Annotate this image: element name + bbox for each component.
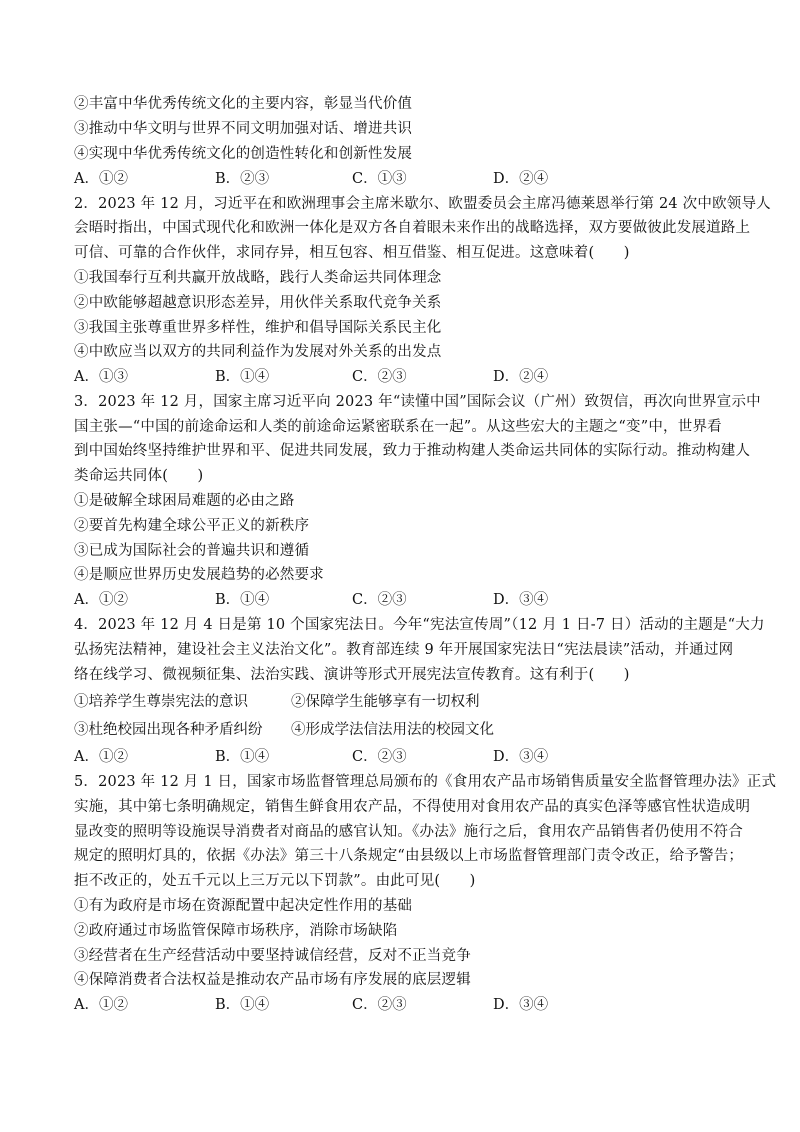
q3-stem-line-3: 到中国始终坚持维护世界和平、促进共同发展，致力于推动构建人类命运共同体的实际行动。推动构建人 <box>74 443 751 459</box>
q4-options-row-2 <box>74 719 714 741</box>
q5-choice-d[interactable]: D．③④ <box>493 997 549 1013</box>
q1-option-2: ②丰富中华优秀传统文化的主要内容，彰显当代价值 <box>74 96 413 112</box>
q3-choice-a[interactable]: A．①② <box>74 592 128 608</box>
q2-stem-line-1: 2．2023 年 12 月，习近平在和欧洲理事会主席米歇尔、欧盟委员会主席冯德莱恩举行第 24 次中欧领导人 <box>74 196 771 212</box>
q4-options-row-1 <box>74 691 714 713</box>
q1-answer-choices <box>74 168 714 190</box>
q5-stem-line-1: 5．2023 年 12 月 1 日，国家市场监督管理总局颁布的《食用农产品市场销售质量安全监督管理办法》正式 <box>74 774 777 790</box>
q5-option-4: ④保障消费者合法权益是推动农产品市场有序发展的底层逻辑 <box>74 972 471 988</box>
q3-answer-choices <box>74 589 714 611</box>
q4-choice-d[interactable]: D．③④ <box>493 749 549 765</box>
q4-option-1: ①培养学生尊崇宪法的意识 <box>74 694 248 710</box>
q3-option-1: ①是破解全球困局难题的必由之路 <box>74 493 295 509</box>
q2-choice-a[interactable]: A．①③ <box>74 369 128 385</box>
q4-stem-line-2: 弘扬宪法精神，建设社会主义法治文化”。教育部连续 9 年开展国家宪法日“宪法晨读”活动，并通过网 <box>74 642 734 658</box>
q2-stem-line-3: 可信、可靠的合作伙伴，求同存异，相互包容、相互借鉴、相互促进。这意味着( ) <box>74 245 630 261</box>
q5-choice-a[interactable]: A．①② <box>74 997 128 1013</box>
q4-choice-c[interactable]: C．②③ <box>352 749 407 765</box>
q3-stem-line-2: 国主张—“中国的前途命运和人类的前途命运紧密联系在一起”。从这些宏大的主题之“变”中，世界看 <box>74 419 722 435</box>
q2-choice-c[interactable]: C．②③ <box>352 369 407 385</box>
q2-option-4: ④中欧应当以双方的共同利益作为发展对外关系的出发点 <box>74 344 442 360</box>
q2-answer-choices <box>74 366 714 388</box>
q3-choice-c[interactable]: C．②③ <box>352 592 407 608</box>
q1-choice-c[interactable]: C．①③ <box>352 171 407 187</box>
q1-choice-d[interactable]: D．②④ <box>493 171 549 187</box>
q4-option-2: ②保障学生能够享有一切权利 <box>291 694 480 710</box>
q4-stem-line-3: 络在线学习、微视频征集、法治实践、演讲等形式开展宪法宣传教育。这有利于( ) <box>74 667 630 683</box>
q2-choice-d[interactable]: D．②④ <box>493 369 549 385</box>
q4-option-3: ③杜绝校园出现各种矛盾纠纷 <box>74 722 263 738</box>
q3-stem-line-4: 类命运共同体( ) <box>74 468 204 484</box>
q5-stem-line-4: 规定的照明灯具的，依据《办法》第三十八条规定“由县级以上市场监督管理部门责令改正，给予警告； <box>74 848 744 864</box>
q1-option-3: ③推动中华文明与世界不同文明加强对话、增进共识 <box>74 121 413 137</box>
q5-option-3: ③经营者在生产经营活动中要坚持诚信经营，反对不正当竞争 <box>74 948 471 964</box>
q5-choice-b[interactable]: B．①④ <box>215 997 270 1013</box>
q5-stem-line-3: 显改变的照明等设施误导消费者对商品的感官认知。《办法》施行之后，食用农产品销售者仍使用不符合 <box>74 824 743 840</box>
q2-choice-b[interactable]: B．①④ <box>215 369 270 385</box>
q2-stem-line-2: 会晤时指出，中国式现代化和欧洲一体化是双方各自着眼未来作出的战略选择，双方要做彼此发展道路上 <box>74 220 751 236</box>
q5-choice-c[interactable]: C．②③ <box>352 997 407 1013</box>
q4-choice-b[interactable]: B．①④ <box>215 749 270 765</box>
q4-option-4: ④形成学法信法用法的校园文化 <box>291 722 494 738</box>
q4-answer-choices <box>74 746 714 768</box>
q3-option-3: ③已成为国际社会的普遍共识和遵循 <box>74 543 310 559</box>
q5-stem-line-5: 拒不改正的，处五千元以上三万元以下罚款”。由此可见( ) <box>74 873 476 889</box>
q3-stem-line-1: 3．2023 年 12 月，国家主席习近平向 2023 年“读懂中国”国际会议（广州）致贺信，再次向世界宣示中 <box>74 394 761 410</box>
q5-option-2: ②政府通过市场监管保障市场秩序，消除市场缺陷 <box>74 923 398 939</box>
q5-answer-choices <box>74 994 714 1016</box>
q4-stem-line-1: 4．2023 年 12 月 4 日是第 10 个国家宪法日。今年“宪法宣传周”（12 月 1 日-7 日）活动的主题是“大力 <box>74 617 765 633</box>
q3-choice-d[interactable]: D．③④ <box>493 592 549 608</box>
q1-option-4: ④实现中华优秀传统文化的创造性转化和创新性发展 <box>74 146 413 162</box>
q2-option-1: ①我国奉行互利共赢开放战略，践行人类命运共同体理念 <box>74 270 442 286</box>
q1-choice-b[interactable]: B．②③ <box>215 171 270 187</box>
q3-option-4: ④是顺应世界历史发展趋势的必然要求 <box>74 567 324 583</box>
q5-option-1: ①有为政府是市场在资源配置中起决定性作用的基础 <box>74 898 413 914</box>
q3-choice-b[interactable]: B．①④ <box>215 592 270 608</box>
q3-option-2: ②要首先构建全球公平正义的新秩序 <box>74 518 310 534</box>
q2-option-3: ③我国主张尊重世界多样性，维护和倡导国际关系民主化 <box>74 320 442 336</box>
q5-stem-line-2: 实施，其中第七条明确规定，销售生鲜食用农产品，不得使用对食用农产品的真实色泽等感官性状造成明 <box>74 799 751 815</box>
q4-choice-a[interactable]: A．①② <box>74 749 128 765</box>
q2-option-2: ②中欧能够超越意识形态差异，用伙伴关系取代竞争关系 <box>74 295 442 311</box>
q1-choice-a[interactable]: A．①② <box>74 171 128 187</box>
